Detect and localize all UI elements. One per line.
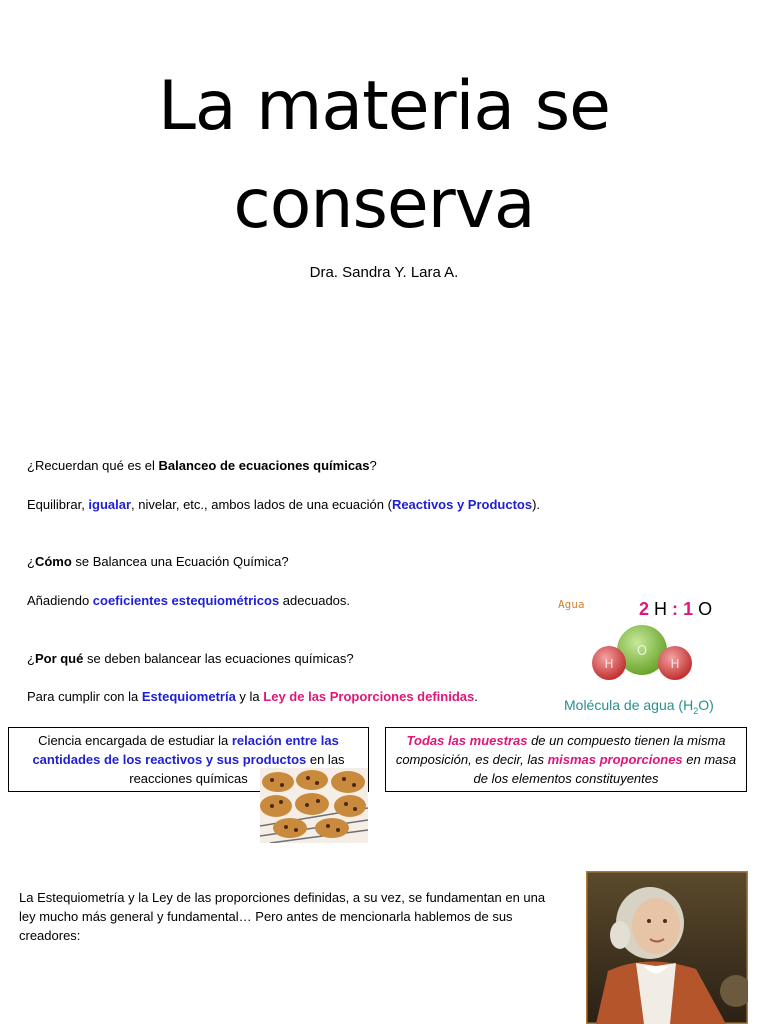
title-line-1: La materia se (158, 67, 610, 146)
slide-title (0, 58, 768, 254)
molecule-ratio: 2 H : 1 O (639, 599, 713, 619)
definition-box-stoichiometry: Ciencia encargada de estudiar la relación entre las cantidades de los reactivos y sus productos en las reacciones químicas (8, 727, 369, 792)
question-1: ¿Recuerdan qué es el Balanceo de ecuaciones químicas? (27, 458, 377, 473)
hydrogen-label-left: H (604, 657, 614, 671)
closing-paragraph: La Estequiometría y la Ley de las proporciones definidas, a su vez, se fundamentan en una ley mucho más general y fundamental… Pero antes de mencionarla hablemos de sus creadores: (19, 890, 546, 943)
answer-2: Añadiendo coeficientes estequiométricos adecuados. (27, 593, 351, 608)
lavoisier-portrait (586, 871, 748, 1024)
molecule-agua-label: Agua (558, 598, 585, 611)
definition-box-proportions-law: Todas las muestras de un compuesto tienen la misma composición, es decir, las mismas proporciones en masa de los elementos constituyentes (385, 727, 747, 792)
hydrogen-label-right: H (670, 657, 680, 671)
answer-1: Equilibrar, igualar, nivelar, etc., ambos lados de una ecuación (Reactivos y Productos). (27, 497, 541, 512)
question-2: ¿Cómo se Balancea una Ecuación Química? (27, 554, 289, 569)
molecule-caption: Molécula de agua $(H_2O)$ (564, 697, 714, 716)
title-line-2: conserva (233, 165, 535, 244)
answer-3: Para cumplir con la Estequiometría y la Ley de las Proporciones definidas. (27, 689, 478, 704)
author: Dra. Sandra Y. Lara A. (309, 264, 459, 281)
cookies-image (260, 768, 368, 843)
question-3: ¿Por qué se deben balancear las ecuaciones químicas? (27, 651, 354, 666)
oxygen-label: O (636, 644, 648, 659)
water-molecule (588, 622, 698, 694)
